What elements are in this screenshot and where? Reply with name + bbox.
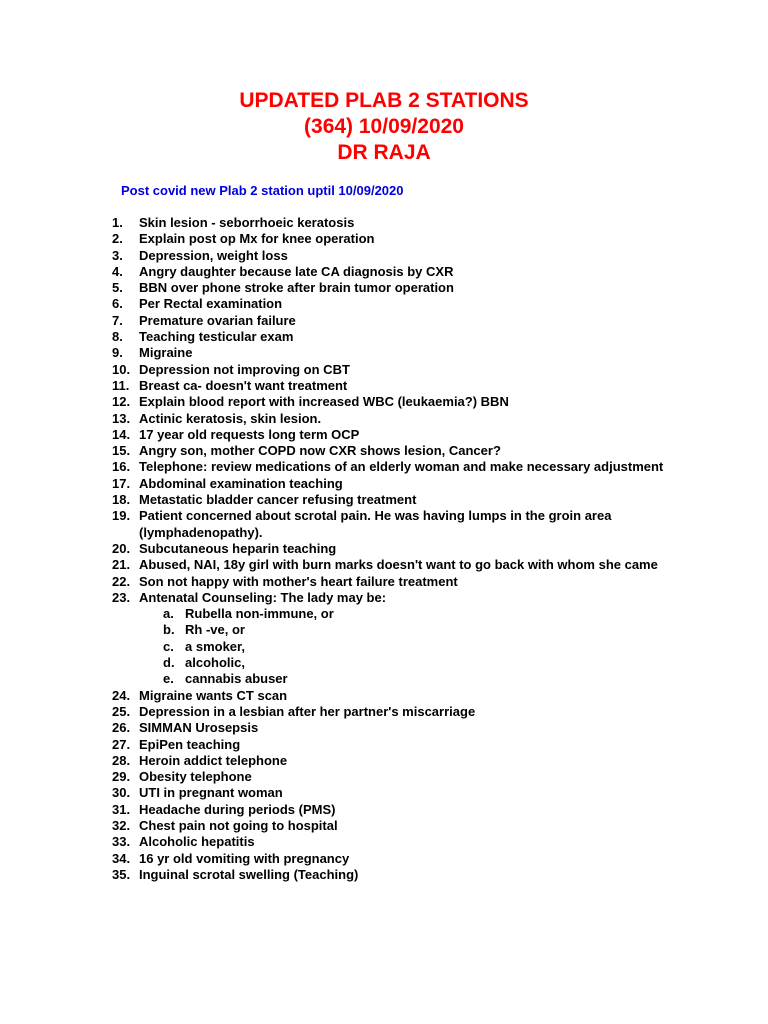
item-text: Subcutaneous heparin teaching [139,540,337,556]
list-item [112,802,672,818]
list-item [112,248,672,264]
item-number: 29. [112,769,131,785]
sub-list-item [139,671,672,687]
item-text: Heroin addict telephone [139,752,288,768]
item-text: Abused, NAI, 18y girl with burn marks doesn't want to go back with whom she came [139,557,658,573]
item-number: 35. [112,866,131,882]
list-item [112,492,672,508]
item-number: 4. [112,263,123,279]
title-line-1: UPDATED PLAB 2 STATIONS [239,89,529,112]
list-item [112,476,672,492]
item-number: 11. [112,377,130,393]
list-item [112,443,672,459]
item-text: BBN over phone stroke after brain tumor operation [139,280,454,296]
item-text: Skin lesion - seborrhoeic keratosis [139,215,355,230]
item-text: Per Rectal examination [139,296,283,312]
item-text: Obesity telephone [139,769,252,785]
list-item [112,769,672,785]
item-text: Angry son, mother COPD now CXR shows lesion, Cancer? [139,443,501,459]
list-item [112,574,672,590]
item-number: 31. [112,801,131,817]
list-item [112,851,672,867]
item-text: Explain post op Mx for knee operation [139,231,375,247]
sub-item-letter: e. [163,671,174,687]
list-item [112,590,672,688]
list-item [112,834,672,850]
list-item [112,231,672,247]
sub-item-text: a smoker, [185,638,245,654]
item-number: 26. [112,720,131,736]
list-item [112,296,672,312]
list-item [112,362,672,378]
item-text: Migraine wants CT scan [139,687,288,703]
list-item [112,818,672,834]
item-number: 6. [112,296,123,312]
list-item [112,345,672,361]
item-number: 9. [112,345,123,361]
sub-list-item [139,639,672,655]
document-subtitle: Post covid new Plab 2 station uptil 10/09/2020 [121,183,404,198]
sub-list-item [139,622,672,638]
item-text: Actinic keratosis, skin lesion. [139,410,322,426]
station-list [112,215,672,883]
list-item [112,411,672,427]
item-number: 22. [112,573,131,589]
item-text: Angry daughter because late CA diagnosis by CXR [139,263,454,279]
list-item [112,785,672,801]
list-item [112,867,672,883]
list-item [112,720,672,736]
sub-item-text: alcoholic, [185,655,245,671]
list-item [112,688,672,704]
item-text: Inguinal scrotal swelling (Teaching) [139,866,359,882]
item-number: 20. [112,540,131,556]
item-number: 16. [112,459,131,475]
item-text: Alcoholic hepatitis [139,834,255,850]
item-number: 18. [112,492,131,508]
item-number: 13. [112,410,131,426]
item-text: Breast ca- doesn't want treatment [139,377,348,393]
list-item [112,704,672,720]
item-number: 32. [112,817,131,833]
item-text: Premature ovarian failure [139,312,296,328]
item-number: 12. [112,394,131,410]
list-item [112,737,672,753]
sub-item-letter: b. [163,622,175,638]
list-item [112,329,672,345]
sub-item-text: Rh -ve, or [185,622,245,638]
item-number: 17. [112,475,131,491]
item-number: 19. [112,508,131,524]
item-number: 8. [112,329,123,345]
item-number: 2. [112,231,123,247]
list-item [112,378,672,394]
list-item [112,264,672,280]
sub-item-text: cannabis abuser [185,671,288,687]
item-number: 25. [112,703,131,719]
item-number: 3. [112,247,123,263]
document-title [0,88,768,166]
item-text: Antenatal Counseling: The lady may be: [139,589,387,605]
item-number: 27. [112,736,131,752]
item-text: Migraine [139,345,193,361]
item-text: Abdominal examination teaching [139,475,343,491]
sub-item-letter: a. [163,606,174,622]
sub-list-item [139,655,672,671]
item-number: 28. [112,752,131,768]
list-item [112,215,672,231]
item-text: Headache during periods (PMS) [139,801,336,817]
item-number: 21. [112,557,131,573]
list-item [112,541,672,557]
sub-item-letter: d. [163,655,175,671]
item-text: Depression not improving on CBT [139,361,350,377]
antenatal-sublist [139,606,672,687]
item-number: 1. [112,215,123,230]
item-number: 10. [112,361,131,377]
list-item [112,459,672,475]
sub-item-text: Rubella non-immune, or [185,606,334,622]
item-text: Depression in a lesbian after her partner's miscarriage [139,703,476,719]
item-number: 34. [112,850,131,866]
item-text: SIMMAN Urosepsis [139,720,259,736]
sub-list-item [139,606,672,622]
item-number: 7. [112,312,123,328]
item-text: Telephone: review medications of an elderly woman and make necessary adjustment [139,459,664,475]
item-text: Depression, weight loss [139,247,288,263]
title-line-2: (364) 10/09/2020 [304,115,464,138]
list-item [112,557,672,573]
list-item [112,394,672,410]
item-number: 30. [112,785,131,801]
item-number: 5. [112,280,123,296]
item-number: 14. [112,426,131,442]
list-item [112,427,672,443]
sub-item-letter: c. [163,638,174,654]
item-text: EpiPen teaching [139,736,241,752]
item-text: 16 yr old vomiting with pregnancy [139,850,350,866]
item-text: UTI in pregnant woman [139,785,283,801]
item-number: 23. [112,589,131,605]
item-number: 33. [112,834,131,850]
item-text: Teaching testicular exam [139,329,294,345]
title-line-3: DR RAJA [337,141,431,164]
item-text: Metastatic bladder cancer refusing treatment [139,492,417,508]
list-item [112,280,672,296]
item-number: 15. [112,443,131,459]
item-text: Patient concerned about scrotal pain. He was having lumps in the groin area (lymphadenopathy). [139,508,612,540]
list-item [112,508,672,541]
list-item [112,753,672,769]
list-item [112,313,672,329]
item-number: 24. [112,687,131,703]
item-text: 17 year old requests long term OCP [139,426,360,442]
item-text: Explain blood report with increased WBC (leukaemia?) BBN [139,394,509,410]
item-text: Son not happy with mother's heart failure treatment [139,573,458,589]
item-text: Chest pain not going to hospital [139,817,338,833]
